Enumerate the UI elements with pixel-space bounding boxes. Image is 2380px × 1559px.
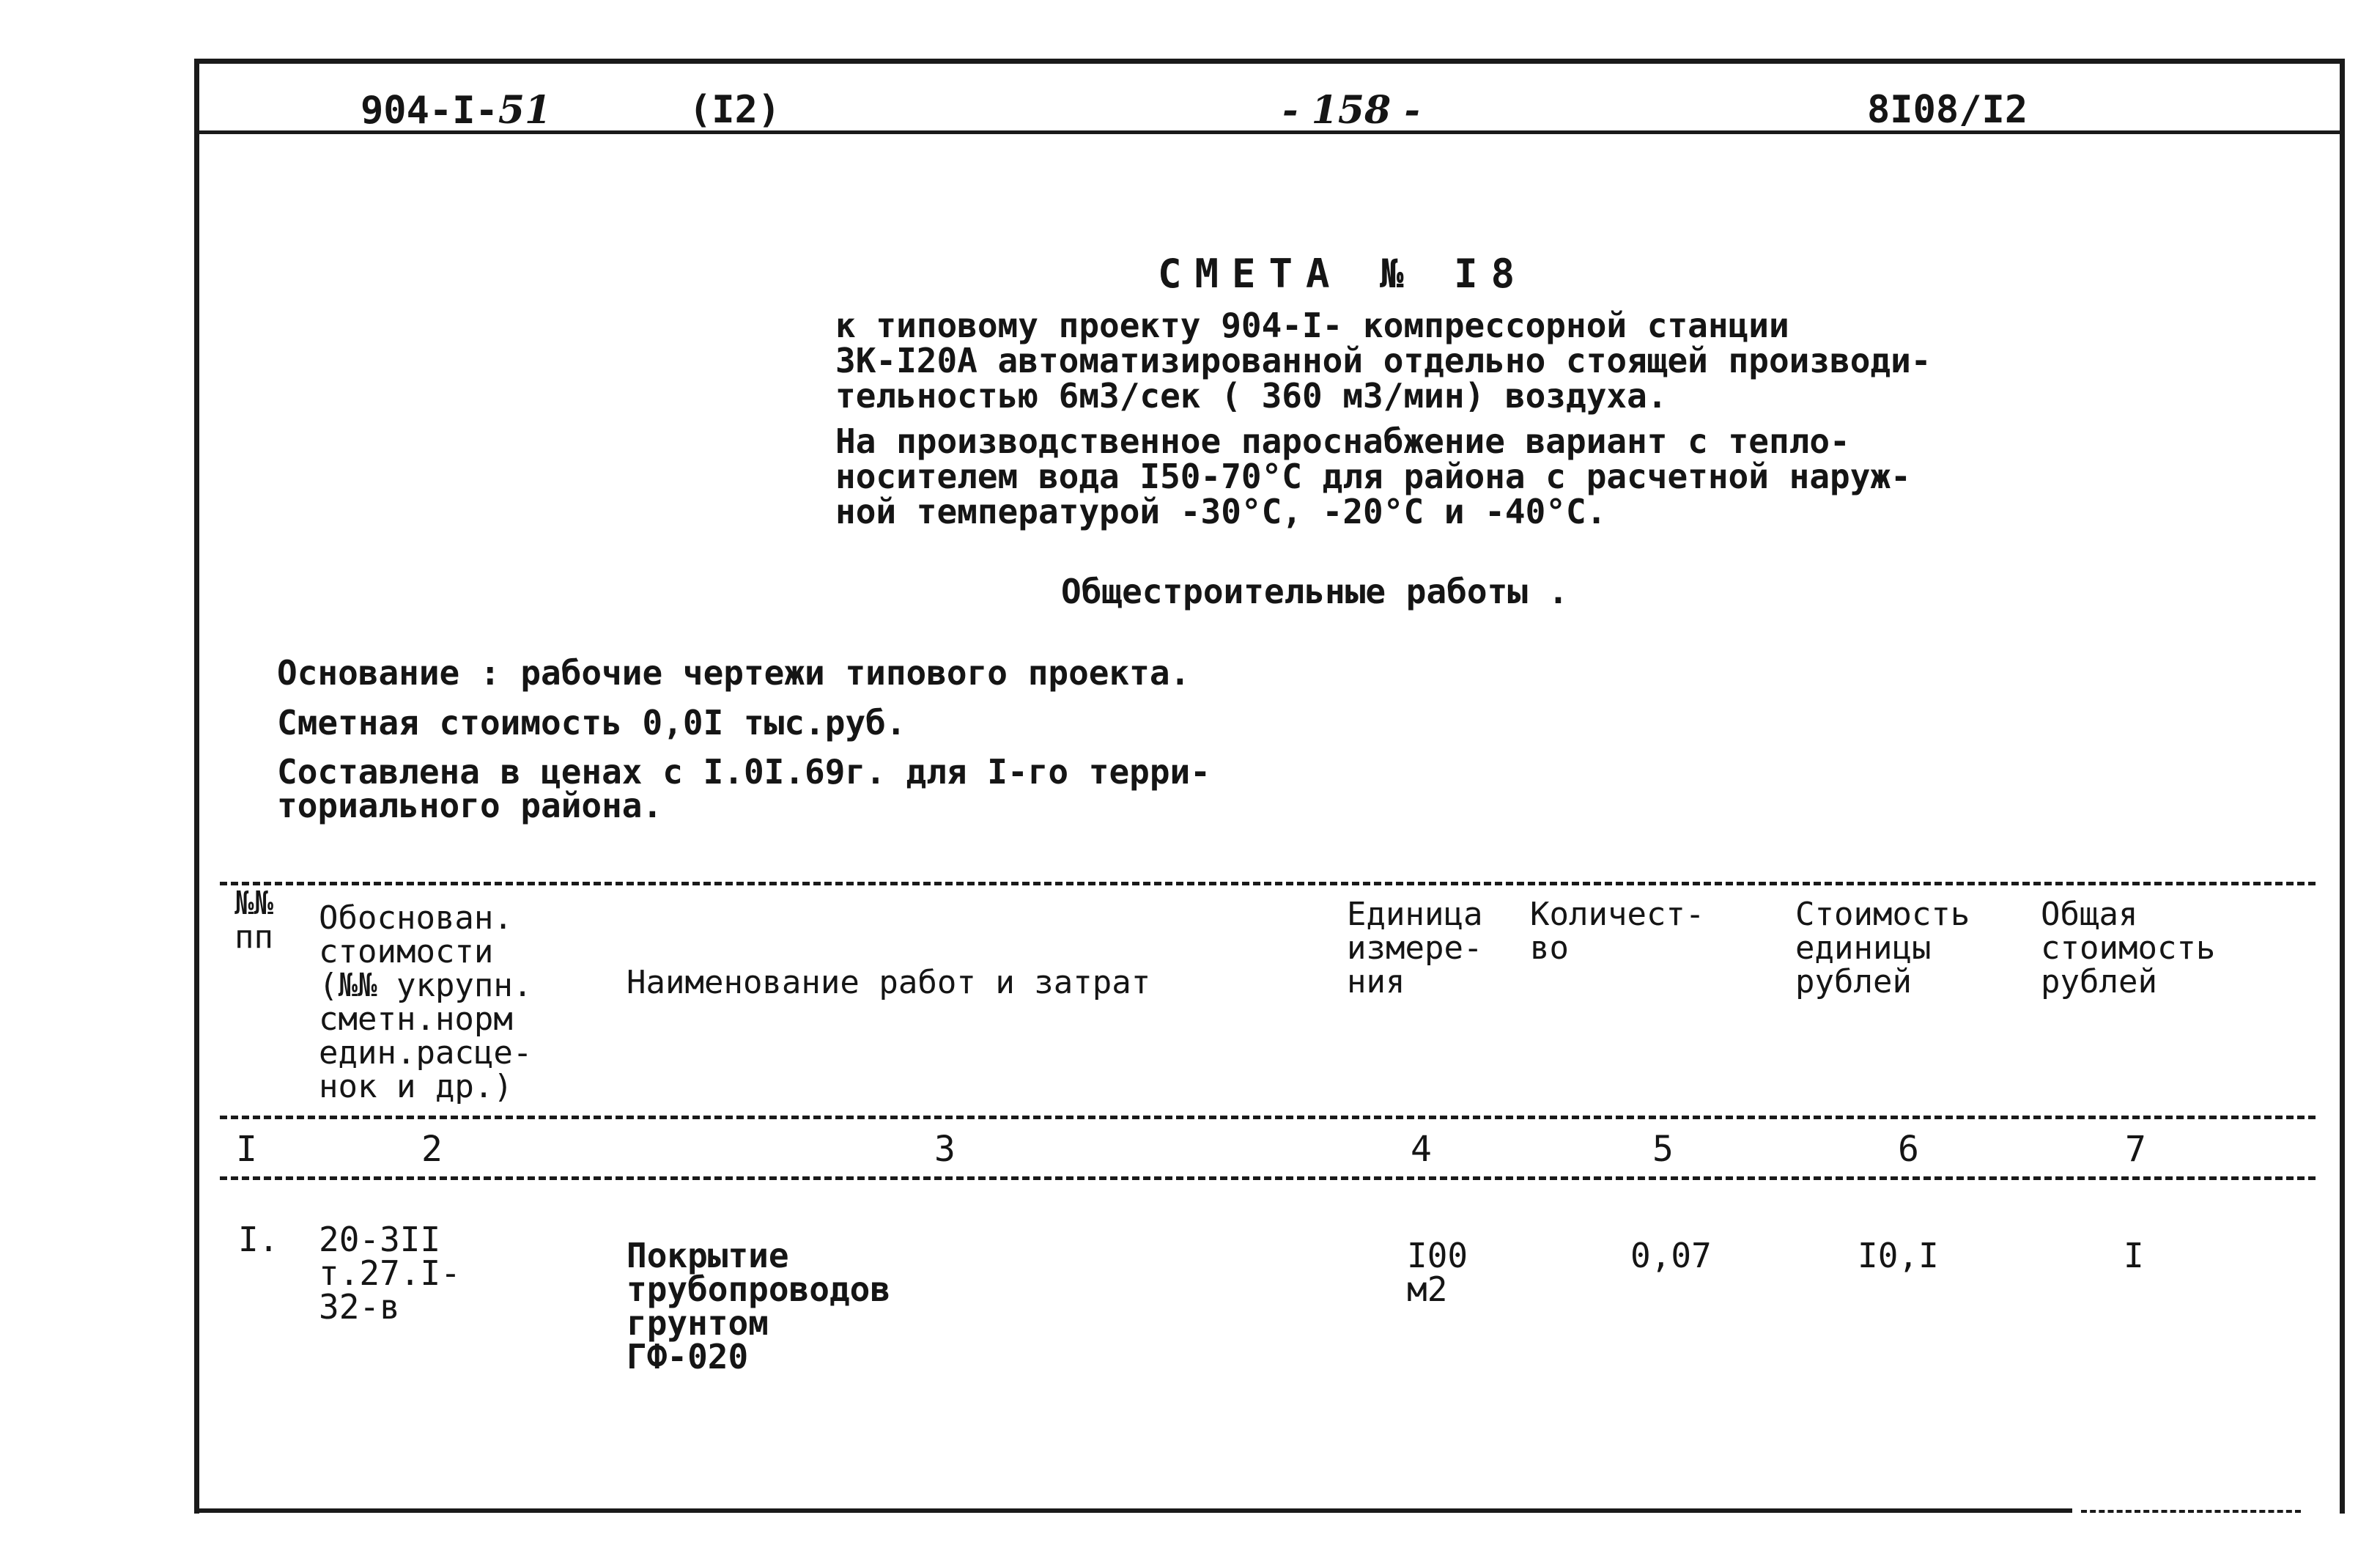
column-number-7: 7 <box>2125 1129 2146 1170</box>
supply-variant-paragraph: На производственное пароснабжение вариант с тепло- носителем вода I50-70°С для района с расчетной наруж- ной температурой -30°С, -20°С и -40°С. <box>835 421 1911 531</box>
doc-code-handwritten: 51 <box>498 88 552 133</box>
row-quantity: 0,07 <box>1630 1236 1712 1275</box>
sheet-code: 8I08/I2 <box>1867 88 2028 132</box>
page-number: - 158 - <box>1282 88 1420 133</box>
frame-right-border <box>2340 59 2345 1514</box>
price-level-line: Составлена в ценах с I.0I.69г. для I-го терри- ториального района. <box>277 752 1211 825</box>
table-column-numbers-rule <box>220 1176 2316 1180</box>
row-basis: 20-3II т.27.I-32-в <box>319 1220 461 1327</box>
row-work-name: Покрытие трубопроводов грунтом ГФ-020 <box>627 1236 891 1376</box>
frame-bottom-border-dashed <box>2081 1510 2301 1513</box>
header-col-quantity: Количест- во <box>1530 896 1705 967</box>
basis-line: Основание : рабочие чертежи типового проекта. <box>277 653 1191 693</box>
column-number-6: 6 <box>1898 1129 1919 1170</box>
section-heading: Общестроительные работы . <box>1061 572 1569 611</box>
frame-top-border <box>198 59 2345 64</box>
header-col-total-cost: Общая стоимость рублей <box>2041 896 2216 1000</box>
album-number: (I2) <box>689 88 781 132</box>
row-total-cost: I <box>2124 1236 2144 1275</box>
column-number-1: I <box>236 1129 257 1170</box>
doc-code <box>361 88 551 133</box>
header-col-basis: Обоснован. стоимости (№№ укрупн. сметн.норм един.расце- нок и др.) <box>319 899 533 1105</box>
table-header-rule <box>220 1116 2316 1119</box>
header-col-name: Наименование работ и затрат <box>627 964 1151 1001</box>
header-col-unit: Единица измере- ния <box>1347 896 1483 1000</box>
frame-left-border <box>194 59 199 1514</box>
column-number-5: 5 <box>1652 1129 1674 1170</box>
header-col-number: №№ пп <box>234 885 273 956</box>
estimated-cost-line: Сметная стоимость 0,0I тыс.руб. <box>277 703 906 742</box>
row-unit-cost: I0,I <box>1858 1236 1939 1275</box>
document-title: СМЕТА № I8 <box>1158 251 1529 297</box>
column-number-3: 3 <box>934 1129 956 1170</box>
doc-code-printed: 904-I- <box>361 89 498 133</box>
row-number: I. <box>238 1220 279 1259</box>
frame-bottom-border <box>196 1508 2072 1513</box>
document-subtitle: к типовому проекту 904-I- компрессорной станции 3К-I20А автоматизированной отдельно стоящей производи- тельностью 6м3/сек ( 360 м3/мин) воздуха. <box>835 306 1932 416</box>
table-top-rule <box>220 882 2316 885</box>
column-number-4: 4 <box>1411 1129 1432 1170</box>
header-col-unit-cost: Стоимость единицы рублей <box>1795 896 1970 1000</box>
row-unit: I00 м2 <box>1407 1236 1468 1309</box>
column-number-2: 2 <box>421 1129 443 1170</box>
